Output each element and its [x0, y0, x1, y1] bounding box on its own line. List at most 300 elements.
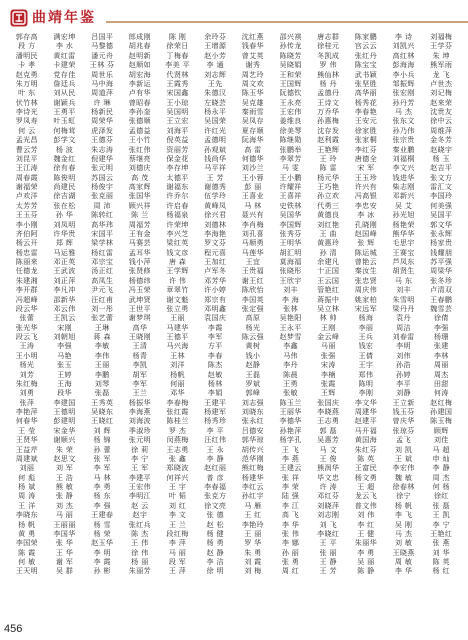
name-cell: 李 华	[394, 566, 413, 576]
name-cell: 王天明	[15, 566, 38, 576]
name-cell: 周文欢	[241, 78, 264, 88]
name-cell: 王 宇	[168, 482, 187, 491]
name-cell: 李 冰	[357, 210, 375, 220]
name-cell: 陈玉华	[241, 88, 264, 98]
name-cell: 罗 华	[244, 538, 262, 548]
name-cell: 汪红伟	[204, 435, 227, 445]
name-cell: 刘 杰	[55, 500, 74, 510]
name-cell: 满宏坤	[53, 32, 76, 41]
name-cell: 普文伟	[354, 500, 377, 510]
name-cell: 倪建华	[91, 153, 114, 163]
name-cell: 何 云	[18, 125, 36, 135]
name-cell: 王欣宇	[279, 275, 302, 285]
name-cell: 孔晓刚	[354, 219, 377, 229]
name-cell: 曾昭春	[128, 97, 151, 107]
name-cell: 黄峰凤	[204, 200, 227, 210]
name-cell: 陈 杰	[131, 528, 149, 538]
name-cell: 伏竹林	[15, 97, 38, 107]
name-cell: 周丽	[433, 360, 449, 370]
name-cell: 宋涛	[320, 360, 336, 370]
name-cell: 杨林	[207, 378, 223, 388]
name-row	[8, 416, 460, 425]
name-cell: 许小婷	[204, 285, 227, 295]
name-cell: 王永亮	[279, 97, 302, 107]
name-cell: 孙 彬	[93, 566, 111, 576]
name-cell: 袁国庆	[204, 313, 227, 323]
name-cell: 张家桐	[354, 135, 377, 145]
name-cell: 刘晓东	[241, 407, 264, 416]
name-cell: 李鑫	[283, 341, 298, 351]
name-cell: 李晓红	[317, 528, 340, 538]
name-cell: 邓云伟	[53, 303, 76, 313]
name-cell: 吴国平	[430, 210, 453, 220]
name-cell: 王 凯	[432, 510, 450, 520]
name-cell: 马艳	[57, 350, 72, 360]
name-cell: 刘海波	[128, 416, 151, 426]
name-cell: 朱丽华	[354, 538, 377, 548]
name-cell: 孙传龙	[279, 41, 302, 51]
name-cell: 杨珊	[433, 332, 449, 341]
name-cell: 陈玉梅	[430, 416, 453, 426]
name-cell: 李 飞	[394, 510, 413, 520]
name-cell: 刘凤明	[53, 219, 76, 229]
name-cell: 何 彪	[18, 472, 36, 482]
name-cell: 王学辉	[166, 266, 189, 276]
name-cell: 赵来荣	[430, 97, 453, 107]
name-row	[8, 51, 460, 60]
name-row	[8, 126, 460, 135]
name-cell: 李海艳	[204, 228, 227, 238]
name-cell: 何丽	[170, 378, 185, 388]
name-row	[8, 538, 460, 547]
name-cell: 马 丽	[168, 547, 187, 557]
name-cell: 熊润华	[317, 463, 340, 473]
name-cell: 高华	[132, 322, 148, 332]
name-cell: 李 海	[281, 294, 300, 304]
name-cell: 李 通	[206, 60, 224, 70]
name-cell: 何 敏	[18, 557, 36, 566]
name-cell: 金冬芳	[430, 135, 453, 145]
name-cell: 管艳红	[317, 285, 340, 295]
name-cell: 张 燕	[432, 538, 450, 548]
name-cell: 王德芬	[91, 135, 114, 145]
name-cell: 张立勇	[166, 303, 189, 313]
name-row	[8, 529, 460, 538]
name-cell: 杨元华	[317, 172, 340, 182]
name-cell: 邓新兴	[392, 191, 415, 201]
name-cell: 宋远军	[354, 303, 377, 313]
name-cell: 李 娜	[281, 538, 300, 548]
name-cell: 孙 丽	[281, 547, 300, 557]
name-cell: 马 杰	[394, 528, 413, 538]
name-cell: 刘 凯	[394, 444, 413, 454]
name-cell: 顾辉	[433, 425, 449, 435]
name-cell: 李海燕	[128, 407, 151, 416]
name-cell: 钱耀朋	[430, 247, 453, 257]
name-cell: 章翠竹	[166, 285, 189, 295]
name-cell: 王琳	[94, 322, 110, 332]
name-cell: 王玉芬	[15, 210, 38, 220]
header-divider	[106, 21, 468, 23]
name-cell: 李 勇	[357, 547, 375, 557]
name-row	[8, 70, 460, 79]
name-cell: 王 华	[55, 547, 74, 557]
name-row	[8, 313, 460, 322]
name-cell: 王 丽	[244, 528, 262, 538]
name-cell: 杨 玉	[432, 153, 450, 163]
name-cell: 陈欣怡	[241, 285, 264, 295]
name-cell: 李国荣	[15, 538, 38, 548]
name-cell: 马中海	[91, 78, 114, 88]
name-cell: 胡传兴	[241, 444, 264, 454]
name-cell: 吴晓娟	[279, 60, 302, 70]
name-row	[8, 398, 460, 407]
name-cell: 徐红	[433, 491, 449, 501]
name-cell: 周洁	[396, 322, 411, 332]
name-cell: 黄德良	[317, 210, 340, 220]
name-cell: 王 健	[357, 528, 375, 538]
name-cell: 陈宝宝	[354, 60, 377, 70]
name-cell: 张 华	[55, 538, 74, 548]
name-cell: 刘孔喜	[241, 228, 264, 238]
name-cell: 何涛	[433, 388, 449, 398]
name-cell: 王立宏	[166, 116, 189, 126]
name-cell: 许启春	[166, 200, 189, 210]
name-cell: 王春鹏	[430, 294, 453, 304]
name-cell: 张建	[433, 341, 449, 351]
name-cell: 张忠贤	[354, 275, 377, 285]
name-cell: 张林	[283, 303, 298, 313]
name-row	[8, 210, 460, 219]
name-cell: 王先	[207, 78, 223, 88]
name-cell: 王江涛	[15, 163, 38, 173]
name-cell: 陈云强	[241, 332, 264, 341]
name-cell: 王和荣	[279, 69, 302, 79]
name-row	[8, 116, 460, 125]
name-cell: 叶 韬	[168, 491, 187, 501]
name-cell: 李国玲	[430, 191, 453, 201]
name-cell: 孙 清	[319, 247, 337, 257]
name-cell: 段云飞	[15, 332, 38, 341]
name-cell: 张坚胜	[354, 78, 377, 88]
name-cell: 李文兴	[392, 163, 415, 173]
name-cell: 赵红梅	[430, 397, 453, 407]
name-cell: 李宏伟	[392, 463, 415, 473]
name-cell: 王有金	[128, 228, 151, 238]
name-row	[8, 491, 460, 500]
name-row	[8, 332, 460, 341]
name-cell: 李晓东	[15, 510, 38, 520]
name-cell: 张元明	[128, 435, 151, 445]
name-cell: 孙婷	[396, 369, 411, 379]
name-cell: 刘佳	[433, 435, 449, 445]
name-cell: 高 茂	[131, 172, 149, 182]
name-cell: 李 红	[357, 519, 375, 529]
name-cell: 高原	[245, 313, 261, 323]
name-cell: 邓宗宝	[91, 257, 114, 266]
name-cell: 李 燕	[281, 453, 300, 463]
name-cell: 闵燕梅	[166, 435, 189, 445]
name-cell: 马赛芸	[128, 238, 151, 248]
name-cell: 唐德全	[354, 153, 377, 163]
name-cell: 王清	[132, 341, 148, 351]
name-cell: 梁红英	[166, 238, 189, 248]
name-cell: 陈丽来	[15, 257, 38, 266]
name-cell: 王霞秀	[166, 78, 189, 88]
name-cell: 刘昆平	[15, 153, 38, 163]
name-cell: 徐家胜	[354, 125, 377, 135]
name-cell: 杨 荣	[93, 528, 111, 538]
name-cell: 万乔华	[317, 107, 340, 116]
name-cell: 李 文	[168, 510, 187, 520]
name-cell: 王海	[57, 378, 72, 388]
seal-logo-icon	[10, 9, 28, 27]
name-cell: 唐志群	[317, 32, 340, 41]
name-cell: 黄树	[245, 341, 261, 351]
name-cell: 刘德林	[204, 219, 227, 229]
name-cell: 周 沛	[93, 200, 111, 210]
name-cell: 王建云	[279, 463, 302, 473]
name-cell: 方平	[207, 341, 223, 351]
name-cell: 谢 军	[55, 557, 74, 566]
name-cell: 张红兵	[128, 519, 151, 529]
name-cell: 谢王红	[241, 275, 264, 285]
name-cell: 彭建明	[53, 416, 76, 426]
name-row	[8, 370, 460, 379]
name-cell: 张鹏举	[279, 144, 302, 154]
name-cell: 许 伟	[168, 275, 187, 285]
name-cell: 刘海平	[166, 125, 189, 135]
name-cell: 张红丹	[354, 50, 377, 60]
name-cell: 李 勇	[93, 482, 111, 491]
name-cell: 张秀芬	[279, 228, 302, 238]
name-cell: 孙乃伟	[392, 125, 415, 135]
name-cell: 朱丽芳	[128, 566, 151, 576]
name-cell: 熊华华	[392, 228, 415, 238]
name-cell: 王艳红	[430, 528, 453, 538]
name-cell: 赵 松	[206, 519, 224, 529]
name-cell: 杨 波	[55, 144, 74, 154]
name-cell: 刘 伟	[357, 510, 375, 520]
name-cell: 张霞	[320, 378, 336, 388]
name-row	[8, 191, 460, 200]
name-cell: 许华贵	[53, 228, 76, 238]
name-cell: 刘丰	[396, 285, 411, 295]
name-cell: 段红梅	[166, 528, 189, 538]
name-cell: 刘晓萍	[317, 500, 340, 510]
name-cell: 尚建民	[53, 182, 76, 191]
name-row	[8, 557, 460, 566]
name-row	[8, 295, 460, 304]
name-cell: 周 杰	[432, 472, 450, 482]
name-cell: 郭存高	[15, 32, 38, 41]
name-cell: 太芳芳	[15, 200, 38, 210]
name-cell: 赵敏	[207, 369, 223, 379]
name-row	[8, 88, 460, 97]
name-cell: 尹元飞	[91, 285, 114, 295]
name-cell: 马黎德	[91, 41, 114, 51]
name-cell: 段华	[57, 388, 72, 398]
name-cell: 李 军	[93, 463, 111, 473]
name-cell: 刘福梅	[430, 32, 453, 41]
name-cell: 何德华	[241, 153, 264, 163]
name-cell: 王国辉	[279, 78, 302, 88]
name-cell: 李 萍	[168, 538, 187, 548]
name-cell: 赵静	[245, 360, 261, 370]
name-cell: 赵玉华	[91, 538, 114, 548]
name-cell: 张红伟	[128, 144, 151, 154]
name-cell: 马丽	[320, 341, 336, 351]
name-cell: 王 玲	[319, 153, 337, 163]
name-cell: 段云华	[15, 303, 38, 313]
name-cell: 顾兴祥	[128, 200, 151, 210]
name-cell: 罗斌	[245, 378, 261, 388]
name-cell: 王加红	[204, 257, 227, 266]
name-cell: 杨 勇	[206, 538, 224, 548]
name-cell: 李 华	[281, 519, 300, 529]
name-cell: 李艳萍	[15, 407, 38, 416]
name-cell: 李兴芝	[166, 228, 189, 238]
name-cell: 王宏伟	[279, 107, 302, 116]
name-cell: 申 灿	[432, 453, 450, 463]
name-cell: 杨建华	[241, 472, 264, 482]
name-cell: 王永平	[279, 322, 302, 332]
name-cell: 王玉珍	[354, 172, 377, 182]
name-cell: 张克方	[204, 491, 227, 501]
name-cell: 谢福东	[166, 182, 189, 191]
name-cell: 马伟	[283, 350, 298, 360]
name-cell: 周 敏	[394, 557, 413, 566]
name-cell: 孙建国	[430, 407, 453, 416]
name-cell: 朱红芬	[354, 444, 377, 454]
name-cell: 潘元舟	[91, 50, 114, 60]
name-cell: 王刚	[320, 322, 336, 332]
name-cell: 赵红丽	[204, 463, 227, 473]
name-cell: 曾庆华	[392, 416, 415, 426]
name-cell: 刘 霞	[244, 557, 262, 566]
name-cell: 孙红宇	[241, 491, 264, 501]
name-cell: 赵明新	[128, 50, 151, 60]
name-cell: 陈 兰	[131, 210, 149, 220]
name-cell: 杨 帆	[18, 519, 36, 529]
name-cell: 李红芬	[354, 144, 377, 154]
name-cell: 张 鑫	[168, 453, 187, 463]
name-cell: 王涛	[19, 341, 35, 351]
name-cell: 邓红芬	[317, 491, 340, 501]
name-cell: 王小琼	[166, 97, 189, 107]
name-cell: 刘红艳	[317, 219, 340, 229]
name-cell: 何梅茸	[53, 125, 76, 135]
name-cell: 高 雷	[244, 144, 262, 154]
name-cell: 卢清双	[430, 285, 453, 295]
name-cell: 段 军	[168, 557, 187, 566]
name-cell: 龙云飞	[354, 491, 377, 501]
name-cell: 陈运城	[354, 247, 377, 257]
name-cell: 陈俊明	[53, 172, 76, 182]
name-cell: 金云峰	[317, 332, 340, 341]
name-cell: 孙浩	[396, 360, 411, 370]
name-cell: 杨秀花	[354, 97, 377, 107]
name-cell: 苏国云	[91, 172, 114, 182]
name-cell: 马建华	[166, 322, 189, 332]
name-cell: 王喜祥	[279, 191, 302, 201]
name-cell: 孙惠梅	[317, 116, 340, 126]
name-cell: 赵顺如	[128, 60, 151, 70]
name-cell: 魏 敏	[394, 472, 413, 482]
name-cell: 周 涛	[18, 491, 36, 501]
name-cell: 梁学林	[91, 238, 114, 248]
name-cell: 杨 东	[93, 491, 111, 501]
name-cell: 陈家鹏	[354, 32, 377, 41]
name-row	[8, 60, 460, 69]
name-cell: 冯玉荣	[128, 285, 151, 295]
name-cell: 刘春雷	[392, 332, 415, 341]
name-cell: 胡军	[132, 369, 148, 379]
name-cell: 史铁林	[279, 200, 302, 210]
name-cell: 周维萍	[430, 125, 453, 135]
name-cell: 李国英	[241, 294, 264, 304]
name-cell: 李翠芳	[279, 153, 302, 163]
name-row	[8, 379, 460, 388]
name-cell: 张 辉	[357, 238, 375, 248]
name-cell: 何祥兴	[166, 472, 189, 482]
name-cell: 李凡冲	[53, 285, 76, 295]
name-cell: 钱玉芬	[392, 407, 415, 416]
name-cell: 张宗贵	[392, 135, 415, 145]
name-cell: 王凯云	[53, 313, 76, 323]
name-cell: 周春霞	[15, 172, 38, 182]
name-cell: 张蕾	[19, 313, 35, 323]
name-cell: 王德平	[166, 332, 189, 341]
name-cell: 孟德丹	[317, 88, 340, 98]
name-cell: 王小竹	[128, 135, 151, 145]
name-cell: 高 飞	[281, 510, 300, 520]
name-cell: 赵梦雪	[279, 332, 302, 341]
name-cell: 王丽华	[279, 407, 302, 416]
name-cell: 虎泽发	[91, 125, 114, 135]
name-cell: 吴 丽	[357, 557, 375, 566]
name-cell: 吴晓东	[91, 407, 114, 416]
name-cell: 王明华	[279, 238, 302, 248]
name-cell: 王小明	[15, 350, 38, 360]
name-cell: 余建凡	[317, 257, 340, 266]
name-row	[8, 341, 460, 350]
name-cell: 赵晓宇	[430, 144, 453, 154]
name-cell: 朱德汉	[204, 88, 227, 98]
name-row	[8, 548, 460, 557]
name-row	[8, 501, 460, 510]
name-cell: 曹云芳	[15, 144, 38, 154]
name-cell: 罗 杰	[168, 425, 187, 435]
name-cell: 彭 丽	[244, 182, 262, 191]
name-cell: 杨文勇	[354, 472, 377, 482]
name-cell: 谢梦琪	[128, 313, 151, 323]
name-cell: 杨新民	[91, 107, 114, 116]
name-cell: 李 宁	[432, 519, 450, 529]
name-row	[8, 520, 460, 529]
name-cell: 柴志刚	[392, 182, 415, 191]
name-cell: 杨建军	[204, 407, 227, 416]
name-cell: 谢秀	[245, 60, 261, 70]
page-title: 曲靖年鉴	[32, 10, 96, 26]
name-cell: 李新运	[128, 78, 151, 88]
name-cell: 徐文亮	[204, 500, 227, 510]
name-cell: 吴惠芳	[317, 435, 340, 445]
name-cell: 宋国鑫	[166, 88, 189, 98]
name-cell: 王志勇	[166, 444, 189, 454]
name-cell: 许红光	[204, 125, 227, 135]
name-cell: 李刚	[358, 388, 374, 398]
